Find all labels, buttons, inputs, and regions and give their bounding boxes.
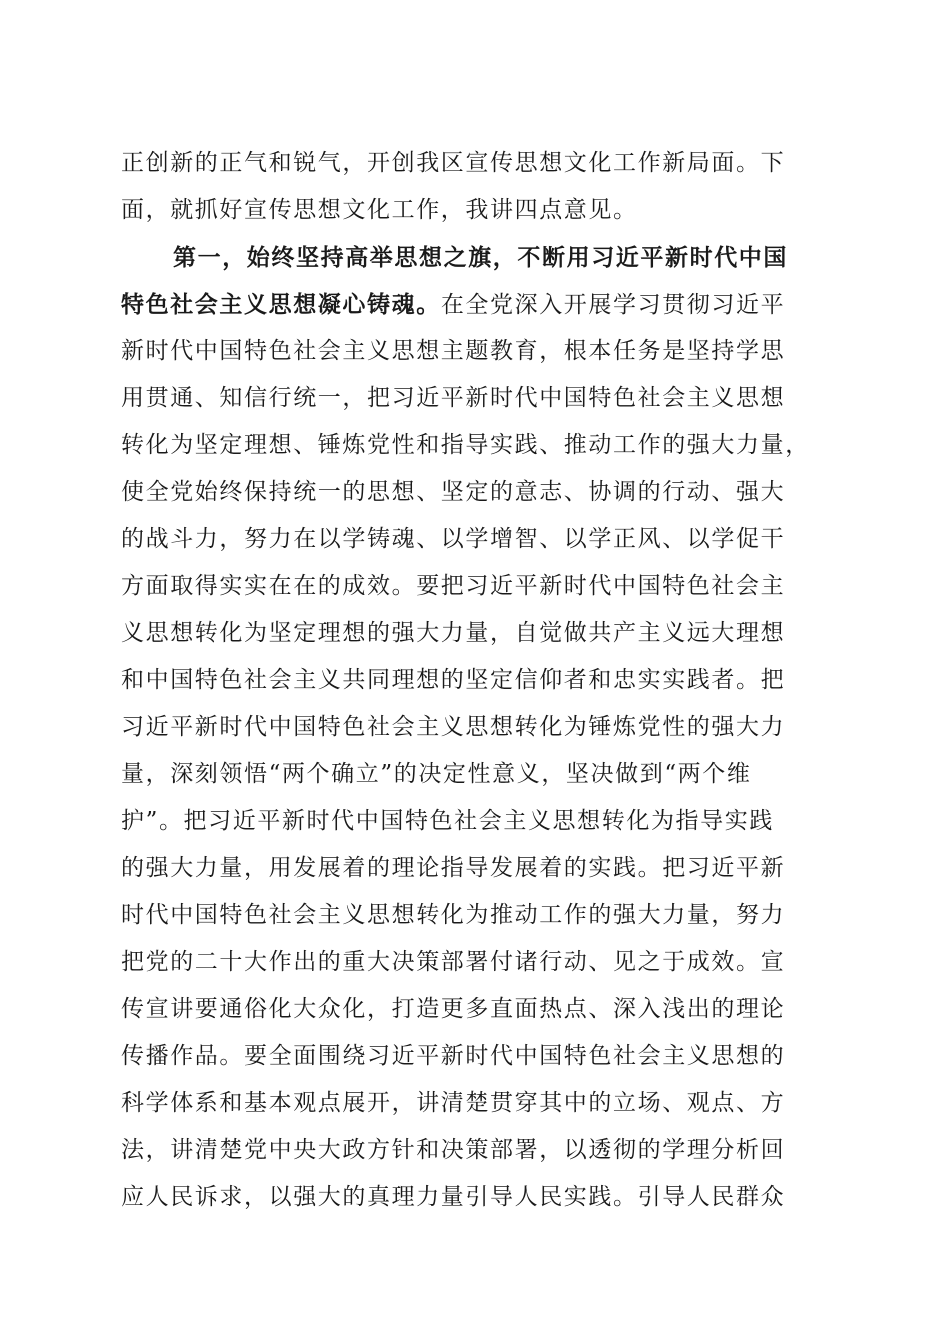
text-line (121, 563, 823, 610)
paragraph-text: 正创新的正气和锐气，开创我区宣传思想文化工作新局面。下 (121, 150, 786, 176)
text-line (121, 422, 823, 469)
text-line (121, 845, 823, 892)
paragraph-text: 方面取得实实在在的成效。要把习近平新时代中国特色社会主 (121, 573, 786, 599)
text-line (121, 986, 823, 1033)
text-line (121, 751, 823, 798)
paragraph-text: 法，讲清楚党中央大政方针和决策部署，以透彻的学理分析回 (121, 1137, 786, 1163)
text-line (121, 892, 823, 939)
heading-text: 特色社会主义思想凝心铸魂。 (121, 291, 441, 318)
body-text (121, 140, 823, 1221)
text-line (121, 187, 823, 234)
paragraph-text: 用贯通、知信行统一，把习近平新时代中国特色社会主义思想 (121, 385, 786, 411)
text-line (121, 234, 823, 281)
paragraph-text: 把党的二十大作出的重大决策部署付诸行动、见之于成效。宣 (121, 949, 786, 975)
text-line (121, 281, 823, 328)
paragraph-text: 新时代中国特色社会主义思想主题教育，根本任务是坚持学思 (121, 338, 786, 364)
text-line (121, 704, 823, 751)
paragraph-text: 面，就抓好宣传思想文化工作，我讲四点意见。 (121, 197, 638, 223)
paragraph-text: 应人民诉求，以强大的真理力量引导人民实践。引导人民群众 (121, 1184, 786, 1210)
text-line (121, 1174, 823, 1221)
text-line (121, 1127, 823, 1174)
paragraph-text: 时代中国特色社会主义思想转化为推动工作的强大力量，努力 (121, 902, 786, 928)
text-line (121, 657, 823, 704)
paragraph-text: 传播作品。要全面围绕习近平新时代中国特色社会主义思想的 (121, 1043, 786, 1069)
text-line (121, 469, 823, 516)
paragraph-text: 科学体系和基本观点展开，讲清楚贯穿其中的立场、观点、方 (121, 1090, 786, 1116)
text-line (121, 516, 823, 563)
text-line (121, 939, 823, 986)
paragraph-text: 传宣讲要通俗化大众化，打造更多直面热点、深入浅出的理论 (121, 996, 786, 1022)
text-line (121, 1033, 823, 1080)
paragraph-text: 量，深刻领悟“两个确立”的决定性意义，坚决做到“两个维 (121, 761, 752, 787)
text-line (121, 140, 823, 187)
paragraph-text: 义思想转化为坚定理想的强大力量，自觉做共产主义远大理想 (121, 620, 786, 646)
paragraph-text: 和中国特色社会主义共同理想的坚定信仰者和忠实实践者。把 (121, 667, 786, 693)
text-line (121, 610, 823, 657)
text-line (121, 1080, 823, 1127)
heading-text: 第一，始终坚持高举思想之旗，不断用习近平新时代中国 (173, 244, 788, 271)
paragraph-text: 的战斗力，努力在以学铸魂、以学增智、以学正风、以学促干 (121, 526, 786, 552)
text-line (121, 375, 823, 422)
paragraph-text: 在全党深入开展学习贯彻习近平 (440, 292, 786, 318)
paragraph-text: 护”。把习近平新时代中国特色社会主义思想转化为指导实践 (121, 808, 774, 834)
paragraph-text: 习近平新时代中国特色社会主义思想转化为锤炼党性的强大力 (121, 714, 786, 740)
paragraph-text: 使全党始终保持统一的思想、坚定的意志、协调的行动、强大 (121, 479, 786, 505)
text-line (121, 328, 823, 375)
paragraph-text: 转化为坚定理想、锤炼党性和指导实践、推动工作的强大力量， (121, 432, 810, 458)
paragraph-text: 的强大力量，用发展着的理论指导发展着的实践。把习近平新 (121, 855, 786, 881)
text-line (121, 798, 823, 845)
